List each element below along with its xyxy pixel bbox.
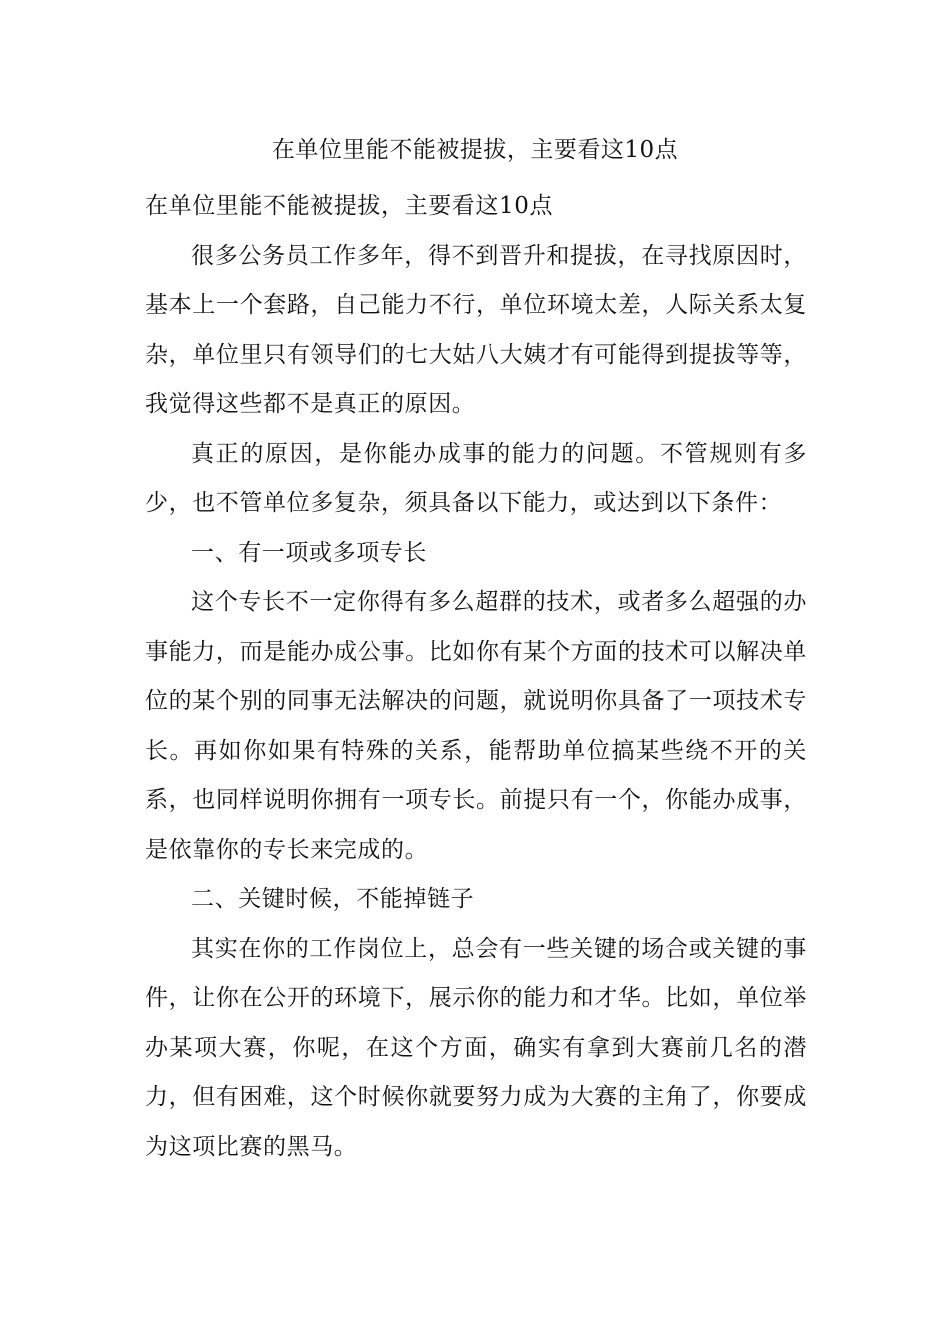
section-heading-2: 二、关键时候，不能掉链子 <box>191 886 475 912</box>
paragraph-reason: 真正的原因，是你能办成事的能力的问题。不管规则有多少，也不管单位多复杂，须具备以下能力，或达到以下条件： <box>145 440 807 516</box>
section-heading-1: 一、有一项或多项专长 <box>191 539 427 566</box>
section-text-1: 这个专长不一定你得有多么超群的技术，或者多么超强的办事能力，而是能办成公事。比如你有某个方面的技术可以解决单位的某个别的同事无法解决的问题，就说明你具备了一项技术专长。再如你如果有特殊的关系，能帮助单位搞某些绕不开的关系，也同样说明你拥有一项专长。前提只有一个，你能办成事，是依靠你的专长来完成的。 <box>145 589 807 863</box>
document-subtitle: 在单位里能不能被提拔，主要看这10点 <box>145 193 554 219</box>
section-text-2: 其实在你的工作岗位上，总会有一些关键的场合或关键的事件，让你在公开的环境下，展示你的能力和才华。比如，单位举办某项大赛，你呢，在这个方面，确实有拿到大赛前几名的潜力，但有困难，这个时候你就要努力成为大赛的主角了，你要成为这项比赛的黑马。 <box>145 935 807 1160</box>
paragraph-intro: 很多公务员工作多年，得不到晋升和提拔，在寻找原因时，基本上一个套路，自己能力不行，单位环境太差，人际关系太复杂，单位里只有领导们的七大姑八大姨才有可能得到提拔等等，我觉得这些都不是真正的原因。 <box>145 242 807 417</box>
document-title: 在单位里能不能被提拔，主要看这10点 <box>271 137 679 163</box>
document-body <box>145 182 807 1172</box>
